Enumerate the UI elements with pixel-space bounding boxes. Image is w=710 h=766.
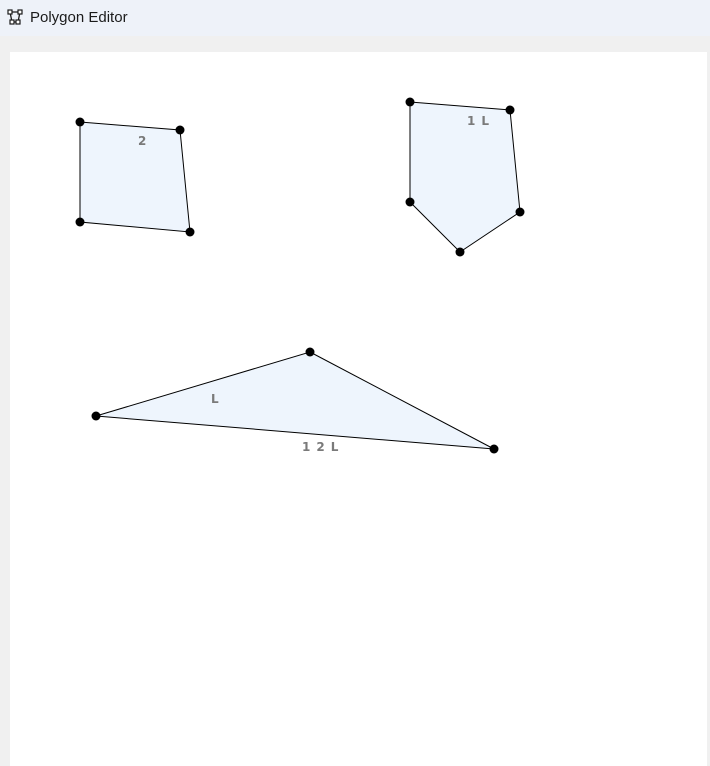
vertex-handle[interactable]	[456, 248, 465, 257]
edge-constraint-label: 1 2 L	[302, 440, 339, 454]
window-title: Polygon Editor	[30, 9, 128, 26]
vertex-handle[interactable]	[406, 198, 415, 207]
vertex-handle[interactable]	[490, 445, 499, 454]
polygon-quadrilateral[interactable]	[76, 118, 195, 237]
vertex-handle[interactable]	[76, 118, 85, 127]
vertex-handle[interactable]	[306, 348, 315, 357]
vertex-handle[interactable]	[92, 412, 101, 421]
edge-constraint-label: 1 L	[467, 114, 489, 128]
triangle-shape[interactable]	[96, 352, 494, 449]
drawing-canvas[interactable]	[10, 52, 707, 766]
polygon-triangle[interactable]	[92, 348, 499, 455]
quadrilateral-shape[interactable]	[80, 122, 190, 232]
polygon-pentagon[interactable]	[406, 98, 525, 257]
vertex-handle[interactable]	[186, 228, 195, 237]
edge-constraint-label: 2	[138, 134, 147, 148]
vertex-handle[interactable]	[76, 218, 85, 227]
vertex-handle[interactable]	[516, 208, 525, 217]
title-bar	[0, 0, 710, 36]
vertex-handle[interactable]	[506, 106, 515, 115]
edge-constraint-label: L	[211, 392, 219, 406]
canvas-svg[interactable]	[10, 52, 707, 766]
vertex-handle[interactable]	[176, 126, 185, 135]
pentagon-shape[interactable]	[410, 102, 520, 252]
polygon-editor-icon	[7, 9, 23, 25]
vertex-handle[interactable]	[406, 98, 415, 107]
